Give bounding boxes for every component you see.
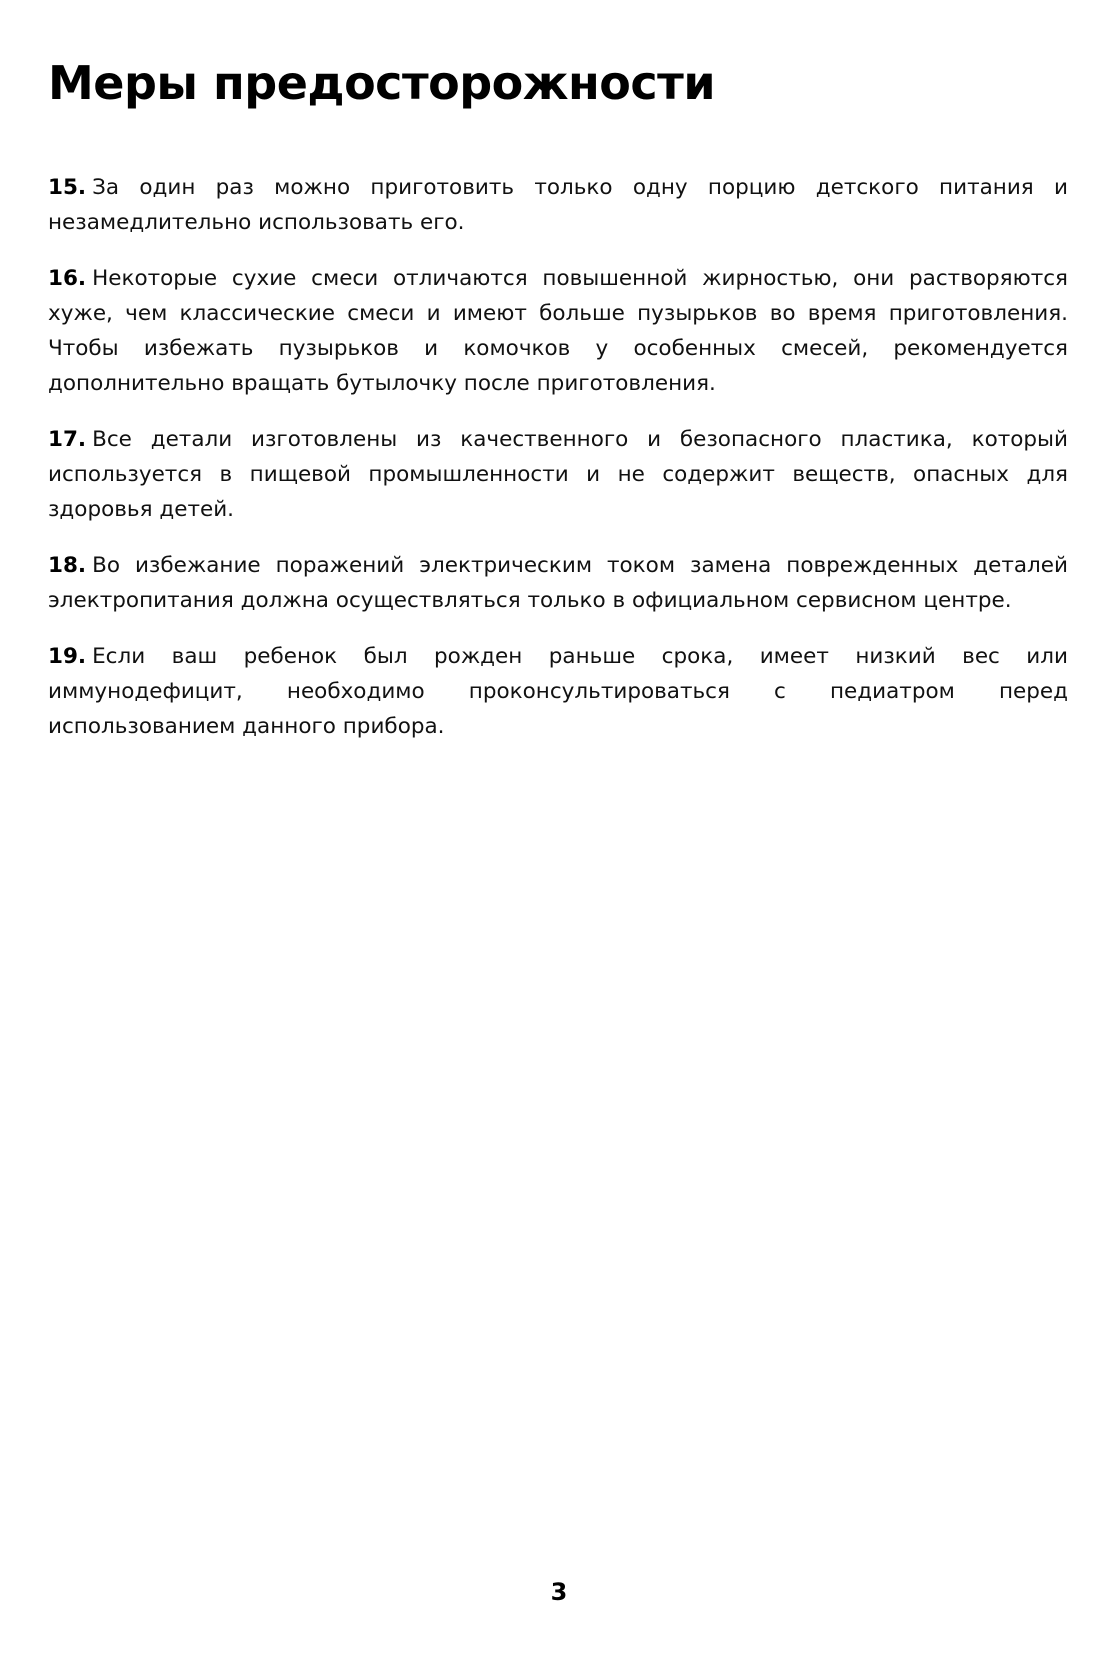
list-item (48, 170, 1068, 240)
item-text: Если ваш ребенок был рожден раньше срока, имеет низкий вес или иммунодефицит, необходимо проконсультироваться с педиатром перед использованием данного прибора. (48, 644, 1068, 739)
item-text: За один раз можно приготовить только одну порцию детского питания и незамедлительно использовать его. (48, 175, 1068, 235)
page-number: 3 (550, 1578, 568, 1606)
item-number: 15. (48, 175, 87, 200)
page-title: Меры предосторожности (48, 56, 716, 110)
item-number: 19. (48, 644, 87, 669)
list-item (48, 548, 1068, 618)
item-number: 16. (48, 266, 87, 291)
item-text: Все детали изготовлены из качественного и безопасного пластика, который используется в пищевой промышленности и не содержит веществ, опасных для здоровья детей. (48, 427, 1068, 522)
item-number: 18. (48, 553, 87, 578)
item-text: Во избежание поражений электрическим током замена поврежденных деталей электропитания должна осуществляться только в официальном сервисном центре. (48, 553, 1068, 613)
list-item (48, 261, 1068, 401)
item-number: 17. (48, 427, 87, 452)
precautions-list (48, 170, 1068, 765)
list-item (48, 639, 1068, 744)
list-item (48, 422, 1068, 527)
item-text: Некоторые сухие смеси отличаются повышенной жирностью, они растворяются хуже, чем классические смеси и имеют больше пузырьков во время приготовления. Чтобы избежать пузырьков и комочков у особенных смесей, рекомендуется дополнительно вращать бутылочку после приготовления. (48, 266, 1068, 396)
